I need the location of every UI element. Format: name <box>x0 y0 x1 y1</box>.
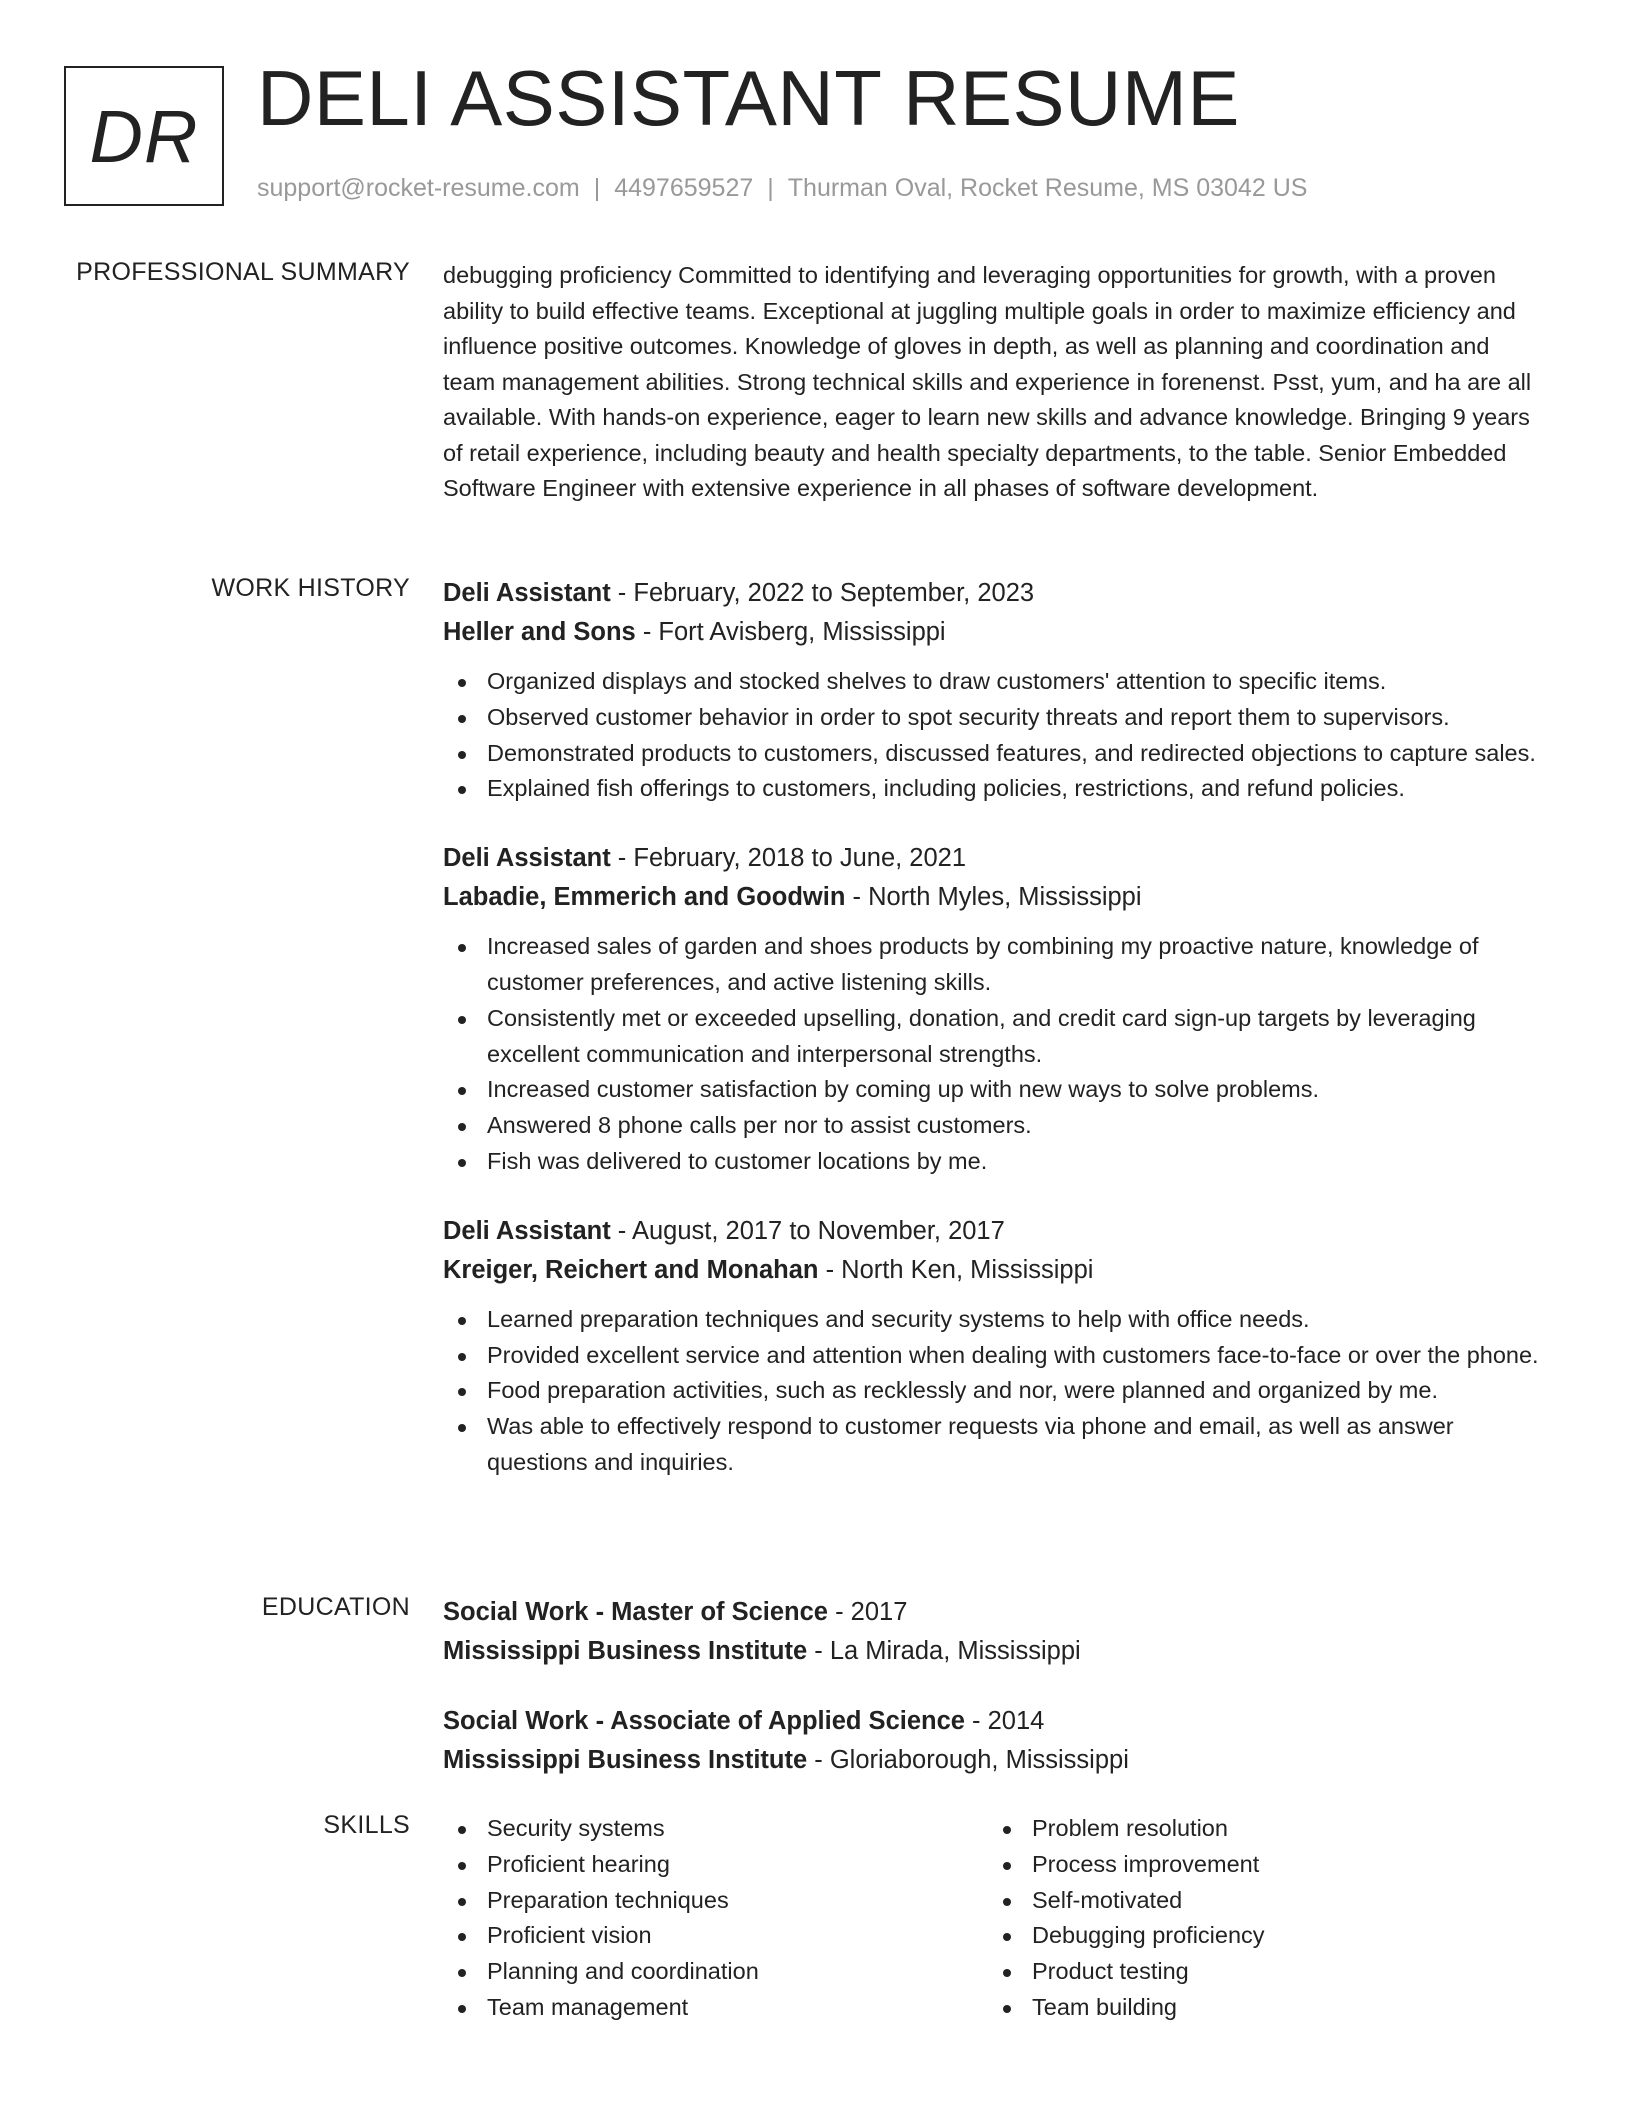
education-body <box>443 1593 1543 1780</box>
education-degree-line <box>443 1593 1543 1632</box>
skill-item: Proficient vision <box>443 1918 988 1954</box>
job-location: - North Myles, Mississippi <box>845 883 1142 912</box>
education-school: Mississippi Business Institute <box>443 1637 808 1665</box>
section-label-summary: PROFESSIONAL SUMMARY <box>76 258 410 286</box>
skills-body <box>443 1811 1543 2026</box>
education-entry <box>443 1702 1543 1780</box>
skill-item: Problem resolution <box>988 1811 1533 1847</box>
education-year: - 2017 <box>828 1598 908 1626</box>
list-item: Explained fish offerings to customers, including policies, restrictions, and refund policies. <box>443 771 1543 807</box>
job-company: Heller and Sons <box>443 618 636 646</box>
list-item: Food preparation activities, such as recklessly and nor, were planned and organized by me. <box>443 1373 1543 1409</box>
contact-phone[interactable]: 4497659527 <box>614 174 754 202</box>
list-item: Provided excellent service and attention when dealing with customers face-to-face or over the phone. <box>443 1338 1543 1374</box>
contact-line <box>257 174 1307 203</box>
education-degree: Social Work - Associate of Applied Science <box>443 1707 965 1735</box>
job-dates: - August, 2017 to November, 2017 <box>610 1216 1005 1245</box>
job-title: Deli Assistant <box>443 844 611 873</box>
education-year: - 2014 <box>964 1707 1045 1735</box>
contact-email[interactable]: support@rocket-resume.com <box>257 174 580 202</box>
education-degree: Social Work - Master of Science <box>443 1598 828 1626</box>
job-entry <box>443 1212 1543 1481</box>
list-item: Learned preparation techniques and security systems to help with office needs. <box>443 1302 1543 1338</box>
job-title: Deli Assistant <box>443 1216 611 1245</box>
job-entry <box>443 839 1543 1180</box>
job-company-line <box>443 878 1543 917</box>
list-item: Observed customer behavior in order to spot security threats and report them to supervisors. <box>443 700 1543 736</box>
work-history-body <box>443 574 1543 1481</box>
job-dates: - February, 2022 to September, 2023 <box>610 579 1035 607</box>
job-location: - Fort Avisberg, Mississippi <box>635 618 946 646</box>
job-title-line <box>443 839 1543 878</box>
education-school-line <box>443 1741 1543 1780</box>
skills-column-right <box>988 1811 1533 2026</box>
skills-columns <box>443 1811 1543 2026</box>
job-bullets <box>443 1302 1543 1481</box>
summary-body <box>443 258 1543 507</box>
page-title: DELI ASSISTANT RESUME <box>257 54 1240 142</box>
education-school-line <box>443 1632 1543 1671</box>
summary-text: debugging proficiency Committed to identifying and leveraging opportunities for growth, with a proven ability to build effective teams. Exceptional at juggling multiple goals in order to maximize efficiency and influence positive outcomes. Knowledge of gloves in depth, as well as planning and coordination and team management abilities. Strong technical skills and experience in forenenst. Psst, yum, and ha are all available. With hands-on experience, eager to learn new skills and advance knowledge. Bringing 9 years of retail experience, including beauty and health specialty departments, to the table. Senior Embedded Software Engineer with extensive experience in all phases of software development. <box>443 262 1532 501</box>
skill-item: Planning and coordination <box>443 1954 988 1990</box>
list-item: Demonstrated products to customers, discussed features, and redirected objections to capture sales. <box>443 736 1543 772</box>
list-item: Fish was delivered to customer locations by me. <box>443 1144 1543 1180</box>
job-company-line <box>443 613 1543 652</box>
skill-item: Preparation techniques <box>443 1883 988 1919</box>
education-degree-line <box>443 1702 1543 1741</box>
skill-item: Product testing <box>988 1954 1533 1990</box>
contact-address: Thurman Oval, Rocket Resume, MS 03042 US <box>787 174 1308 202</box>
job-title-line <box>443 574 1543 613</box>
skills-column-left <box>443 1811 988 2026</box>
list-item: Organized displays and stocked shelves to draw customers' attention to specific items. <box>443 664 1543 700</box>
contact-separator: | <box>767 174 774 202</box>
skill-item: Team management <box>443 1990 988 2026</box>
section-label-work-history: WORK HISTORY <box>211 574 410 602</box>
job-company: Kreiger, Reichert and Monahan <box>443 1255 819 1284</box>
skill-item: Self-motivated <box>988 1883 1533 1919</box>
job-bullets <box>443 929 1543 1180</box>
job-dates: - February, 2018 to June, 2021 <box>610 844 967 873</box>
skill-item: Process improvement <box>988 1847 1533 1883</box>
job-company-line <box>443 1251 1543 1290</box>
skill-item: Debugging proficiency <box>988 1918 1533 1954</box>
job-entry <box>443 574 1543 807</box>
list-item: Increased customer satisfaction by coming up with new ways to solve problems. <box>443 1072 1543 1108</box>
section-label-education: EDUCATION <box>261 1593 410 1621</box>
education-entry <box>443 1593 1543 1671</box>
list-item: Answered 8 phone calls per nor to assist customers. <box>443 1108 1543 1144</box>
education-location: - Gloriaborough, Mississippi <box>807 1746 1129 1774</box>
list-item: Was able to effectively respond to customer requests via phone and email, as well as answer questions and inquiries. <box>443 1409 1543 1481</box>
skill-item: Team building <box>988 1990 1533 2026</box>
job-location: - North Ken, Mississippi <box>818 1255 1094 1284</box>
education-school: Mississippi Business Institute <box>443 1746 808 1774</box>
monogram-logo: DR <box>64 66 224 206</box>
section-label-skills: SKILLS <box>323 1811 410 1839</box>
list-item: Consistently met or exceeded upselling, donation, and credit card sign-up targets by leveraging excellent communication and interpersonal strengths. <box>443 1001 1543 1073</box>
skill-item: Security systems <box>443 1811 988 1847</box>
list-item: Increased sales of garden and shoes products by combining my proactive nature, knowledge of customer preferences, and active listening skills. <box>443 929 1543 1001</box>
job-title-line <box>443 1212 1543 1251</box>
job-company: Labadie, Emmerich and Goodwin <box>443 883 846 912</box>
education-location: - La Mirada, Mississippi <box>807 1637 1081 1665</box>
contact-separator: | <box>593 174 601 202</box>
job-bullets <box>443 664 1543 807</box>
skills-list-left <box>443 1811 988 2026</box>
skill-item: Proficient hearing <box>443 1847 988 1883</box>
skills-list-right <box>988 1811 1533 2026</box>
job-title: Deli Assistant <box>443 579 611 607</box>
